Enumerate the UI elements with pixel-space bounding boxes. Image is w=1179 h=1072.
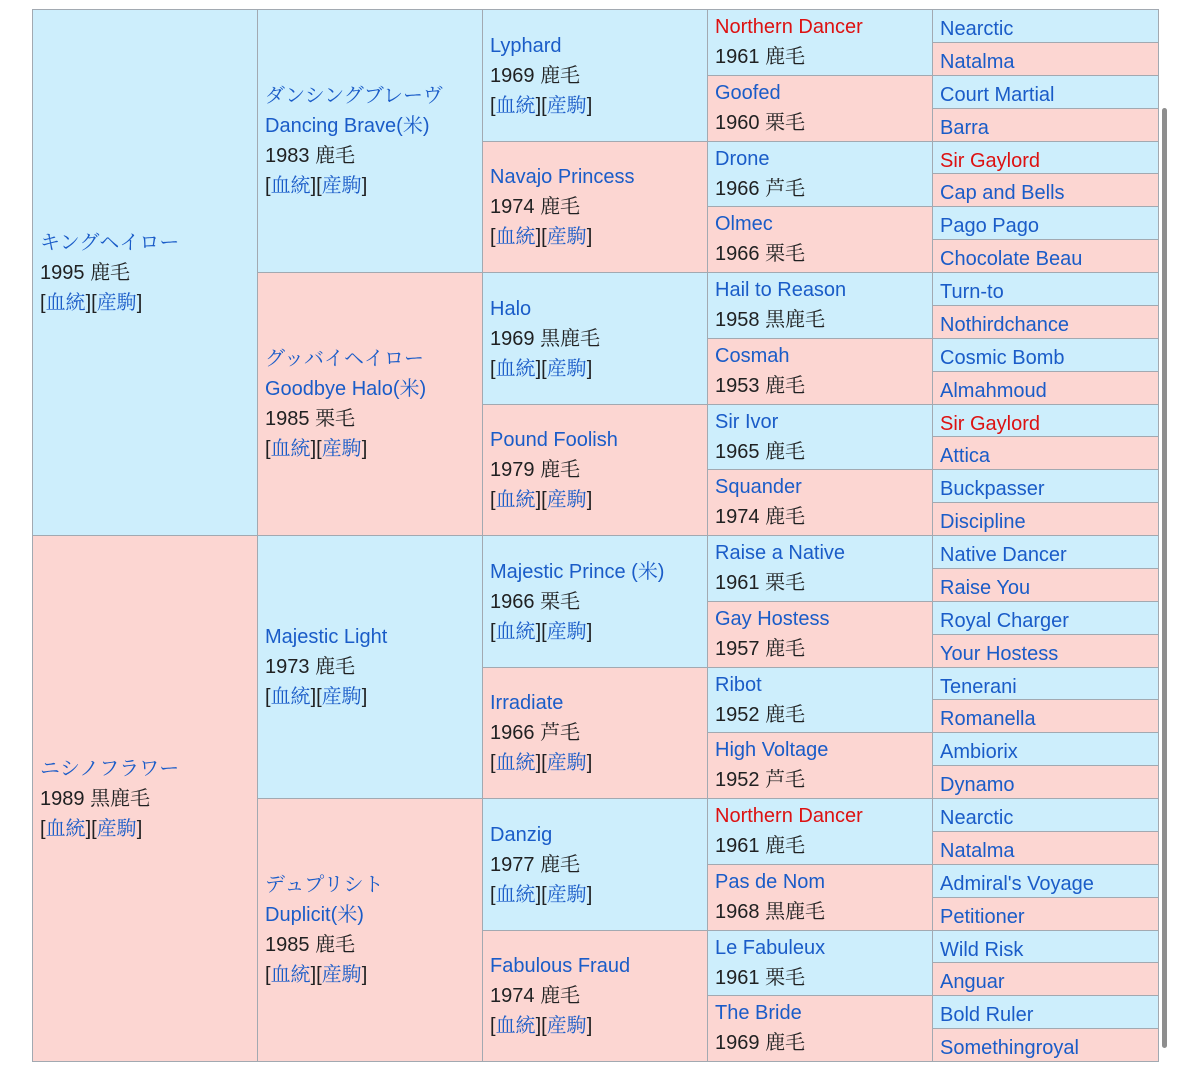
horse-birth-info (715, 42, 925, 72)
dam-cell (932, 897, 1159, 931)
pedigree-link[interactable]: 血統 (270, 438, 311, 460)
horse-name-link[interactable]: Northern Dancer (715, 16, 863, 38)
horse-birth-info (715, 239, 925, 269)
dam-cell (932, 305, 1159, 339)
coat-color: 鹿毛 (540, 985, 581, 1007)
coat-color: 鹿毛 (765, 46, 806, 68)
horse-name-link[interactable]: ニシノフラワー (40, 757, 180, 780)
birth-year: 1966 (490, 590, 535, 613)
pedigree-links: [血統][産駒] (490, 489, 593, 511)
horse-name-link[interactable]: Tenerani (940, 676, 1017, 698)
dam-cell (932, 436, 1159, 470)
dam-cell (707, 206, 933, 273)
birth-year: 1960 (715, 112, 760, 134)
sire-cell (482, 272, 708, 405)
coat-color: 鹿毛 (765, 1032, 806, 1054)
horse-name-link[interactable]: Sir Ivor (715, 411, 779, 433)
sire-cell (32, 9, 258, 536)
dam-cell (707, 601, 933, 668)
pedigree-link[interactable]: 血統 (495, 489, 536, 511)
horse-name-alt-link[interactable]: Goodbye Halo(米) (265, 378, 427, 400)
sire-cell (932, 9, 1159, 43)
horse-birth-info (490, 61, 700, 91)
pedigree-link[interactable]: 血統 (495, 620, 536, 643)
sire-cell (707, 9, 933, 76)
pedigree-link[interactable]: 血統 (495, 94, 536, 117)
progeny-link[interactable]: 産駒 (546, 94, 587, 117)
birth-year: 1953 (715, 375, 760, 397)
birth-year: 1968 (715, 901, 760, 923)
coat-color: 栗毛 (765, 243, 806, 265)
coat-color: 鹿毛 (765, 704, 806, 726)
birth-year: 1985 (265, 934, 310, 956)
horse-name-link[interactable]: Admiral's Voyage (940, 873, 1094, 895)
coat-color: 鹿毛 (540, 196, 581, 218)
dam-cell (707, 995, 933, 1062)
horse-name-link[interactable]: キングヘイロー (40, 231, 180, 254)
horse-birth-info (40, 784, 250, 814)
horse-name-link[interactable]: Sir Gaylord (940, 150, 1041, 172)
dam-cell (932, 568, 1159, 602)
horse-name-link[interactable]: Cosmah (715, 345, 790, 367)
coat-color: 芦毛 (540, 722, 581, 744)
horse-birth-info (265, 404, 475, 434)
horse-name-link[interactable]: Squander (715, 476, 802, 498)
sire-cell (932, 930, 1159, 963)
birth-year: 1974 (715, 506, 760, 528)
horse-name-link[interactable]: Navajo Princess (490, 166, 635, 188)
pedigree-link[interactable]: 血統 (45, 817, 86, 840)
horse-name-link[interactable]: Court Martial (940, 84, 1055, 106)
dam-cell (932, 634, 1159, 668)
birth-year: 1973 (265, 656, 310, 678)
horse-birth-info (715, 371, 925, 401)
coat-color: 鹿毛 (765, 375, 806, 397)
dam-cell (707, 732, 933, 799)
horse-name-link[interactable]: Nothirdchance (940, 314, 1069, 336)
pedigree-links: [血統][産駒] (40, 817, 143, 840)
dam-cell (932, 765, 1159, 799)
birth-year: 1969 (490, 64, 535, 87)
horse-name-link[interactable]: Discipline (940, 511, 1026, 533)
horse-name-link[interactable]: Hail to Reason (715, 279, 847, 301)
horse-name-alt-link[interactable]: Duplicit(米) (265, 904, 364, 926)
sire-cell (257, 9, 483, 273)
horse-name-link[interactable]: ダンシングブレーヴ (265, 85, 443, 107)
progeny-link[interactable]: 産駒 (96, 291, 137, 314)
coat-color: 鹿毛 (315, 145, 356, 167)
horse-name-link[interactable]: デュプリシト (265, 874, 384, 896)
horse-birth-info (715, 437, 925, 467)
progeny-link[interactable]: 産駒 (546, 752, 587, 774)
scrollbar[interactable] (1162, 108, 1167, 1048)
horse-birth-info (265, 930, 475, 960)
sire-cell (932, 404, 1159, 437)
horse-name-link[interactable]: Royal Charger (940, 610, 1069, 632)
birth-year: 1966 (715, 178, 760, 200)
horse-name-link[interactable]: Raise You (940, 577, 1031, 599)
pedigree-links: [血統][産駒] (265, 686, 368, 708)
birth-year: 1966 (490, 722, 535, 744)
horse-birth-info (490, 981, 700, 1011)
pedigree-links: [血統][産駒] (265, 964, 368, 986)
dam-cell (932, 371, 1159, 405)
progeny-link[interactable]: 産駒 (546, 883, 587, 906)
sire-cell (932, 469, 1159, 503)
horse-name-link[interactable]: Attica (940, 445, 991, 467)
dam-cell (707, 864, 933, 931)
pedigree-link[interactable]: 血統 (270, 175, 311, 197)
coat-color: 黒鹿毛 (540, 327, 601, 350)
birth-year: 1977 (490, 853, 535, 876)
birth-year: 1969 (490, 327, 535, 350)
horse-name-link[interactable]: Somethingroyal (940, 1037, 1079, 1059)
sire-cell (932, 732, 1159, 766)
pedigree-links: [血統][産駒] (40, 291, 143, 314)
progeny-link[interactable]: 産駒 (546, 1015, 587, 1037)
pedigree-links: [血統][産駒] (490, 226, 593, 248)
horse-name-link[interactable]: Cosmic Bomb (940, 347, 1065, 369)
coat-color: 栗毛 (315, 408, 356, 430)
pedigree-links: [血統][産駒] (490, 883, 593, 906)
horse-birth-info (715, 831, 925, 861)
dam-cell (257, 272, 483, 536)
dam-cell (932, 42, 1159, 76)
birth-year: 1961 (715, 835, 760, 857)
horse-name-link[interactable]: Majestic Prince (米) (490, 560, 665, 583)
horse-name-link[interactable]: Anguar (940, 971, 1005, 993)
sire-cell (932, 667, 1159, 700)
horse-name-link[interactable]: Northern Dancer (715, 805, 863, 827)
dam-cell (482, 667, 708, 799)
horse-name-link[interactable]: Halo (490, 297, 532, 320)
horse-birth-info (715, 305, 925, 335)
horse-name-link[interactable]: Danzig (490, 823, 553, 846)
horse-name-link[interactable]: Petitioner (940, 906, 1025, 928)
horse-name-link[interactable]: Goofed (715, 82, 781, 104)
sire-cell (932, 601, 1159, 635)
horse-birth-info (715, 174, 925, 204)
sire-cell (932, 272, 1159, 306)
pedigree-link[interactable]: 血統 (495, 883, 536, 906)
sire-cell (482, 535, 708, 668)
coat-color: 鹿毛 (540, 853, 581, 876)
horse-name-link[interactable]: Fabulous Fraud (490, 955, 631, 977)
pedigree-link[interactable]: 血統 (495, 357, 536, 380)
coat-color: 鹿毛 (315, 656, 356, 678)
dam-cell (482, 404, 708, 536)
progeny-link[interactable]: 産駒 (321, 438, 362, 460)
horse-name-link[interactable]: Pas de Nom (715, 871, 826, 893)
horse-birth-info (715, 897, 925, 927)
horse-birth-info (265, 652, 475, 682)
horse-name-link[interactable]: Nearctic (940, 18, 1014, 40)
horse-name-link[interactable]: Pago Pago (940, 215, 1039, 237)
horse-name-link[interactable]: Ambiorix (940, 741, 1018, 763)
horse-birth-info (715, 568, 925, 598)
birth-year: 1952 (715, 769, 760, 791)
birth-year: 1952 (715, 704, 760, 726)
dam-cell (932, 108, 1159, 142)
horse-name-link[interactable]: Natalma (940, 51, 1015, 73)
birth-year: 1983 (265, 145, 310, 167)
coat-color: 栗毛 (765, 967, 806, 989)
birth-year: 1969 (715, 1032, 760, 1054)
coat-color: 鹿毛 (765, 835, 806, 857)
horse-name-link[interactable]: Natalma (940, 840, 1015, 862)
horse-birth-info (490, 850, 700, 880)
birth-year: 1961 (715, 572, 760, 594)
horse-birth-info (715, 765, 925, 795)
horse-name-link[interactable]: Wild Risk (940, 939, 1024, 961)
coat-color: 鹿毛 (765, 638, 806, 660)
horse-name-link[interactable]: High Voltage (715, 739, 829, 761)
horse-name-link[interactable]: Nearctic (940, 807, 1014, 829)
horse-name-link[interactable]: Almahmoud (940, 380, 1047, 402)
birth-year: 1979 (490, 459, 535, 481)
sire-cell (707, 272, 933, 339)
horse-name-link[interactable]: Olmec (715, 213, 773, 235)
pedigree-link[interactable]: 血統 (45, 291, 86, 314)
sire-cell (482, 798, 708, 931)
birth-year: 1957 (715, 638, 760, 660)
pedigree-link[interactable]: 血統 (270, 964, 311, 986)
progeny-link[interactable]: 産駒 (546, 357, 587, 380)
sire-cell (707, 667, 933, 733)
sire-cell (932, 864, 1159, 898)
horse-name-link[interactable]: Native Dancer (940, 544, 1067, 566)
coat-color: 芦毛 (765, 769, 806, 791)
sire-cell (707, 798, 933, 865)
sire-cell (257, 535, 483, 799)
dam-cell (257, 798, 483, 1062)
coat-color: 黒鹿毛 (765, 901, 826, 923)
sire-cell (707, 535, 933, 602)
sire-cell (707, 141, 933, 207)
birth-year: 1965 (715, 441, 760, 463)
horse-birth-info (490, 455, 700, 485)
coat-color: 栗毛 (765, 112, 806, 134)
progeny-link[interactable]: 産駒 (321, 686, 362, 708)
birth-year: 1966 (715, 243, 760, 265)
coat-color: 鹿毛 (765, 506, 806, 528)
pedigree-links: [血統][産駒] (490, 752, 593, 774)
horse-birth-info (715, 108, 925, 138)
horse-name-link[interactable]: Romanella (940, 708, 1036, 730)
coat-color: 鹿毛 (315, 934, 356, 956)
pedigree-table (32, 9, 1158, 1061)
dam-cell (707, 469, 933, 536)
pedigree-links: [血統][産駒] (490, 94, 593, 117)
horse-name-link[interactable]: Majestic Light (265, 626, 388, 648)
coat-color: 鹿毛 (540, 459, 581, 481)
progeny-link[interactable]: 産駒 (321, 175, 362, 197)
sire-cell (932, 75, 1159, 109)
dam-cell (932, 1028, 1159, 1062)
coat-color: 芦毛 (765, 178, 806, 200)
birth-year: 1961 (715, 967, 760, 989)
dam-cell (932, 173, 1159, 207)
horse-name-link[interactable]: The Bride (715, 1002, 802, 1024)
horse-name-link[interactable]: Pound Foolish (490, 429, 618, 451)
horse-name-link[interactable]: Lyphard (490, 34, 562, 57)
pedigree-link[interactable]: 血統 (495, 752, 536, 774)
dam-cell (482, 141, 708, 273)
horse-birth-info (490, 192, 700, 222)
birth-year: 1961 (715, 46, 760, 68)
dam-cell (932, 962, 1159, 996)
coat-color: 鹿毛 (540, 64, 581, 87)
dam-cell (482, 930, 708, 1062)
horse-birth-info (715, 963, 925, 993)
progeny-link[interactable]: 産駒 (321, 964, 362, 986)
horse-name-link[interactable]: Ribot (715, 674, 762, 696)
dam-cell (932, 831, 1159, 865)
horse-name-link[interactable]: Your Hostess (940, 643, 1059, 665)
pedigree-link[interactable]: 血統 (495, 1015, 536, 1037)
dam-cell (932, 699, 1159, 733)
horse-name-link[interactable]: Irradiate (490, 692, 564, 714)
birth-year: 1985 (265, 408, 310, 430)
dam-cell (707, 338, 933, 405)
dam-cell (932, 502, 1159, 536)
horse-birth-info (715, 502, 925, 532)
horse-name-link[interactable]: Sir Gaylord (940, 413, 1041, 435)
sire-cell (482, 9, 708, 142)
pedigree-link[interactable]: 血統 (270, 686, 311, 708)
sire-cell (932, 141, 1159, 174)
horse-name-link[interactable]: Dynamo (940, 774, 1015, 796)
horse-birth-info (490, 718, 700, 748)
horse-name-link[interactable]: Turn-to (940, 281, 1004, 303)
birth-year: 1995 (40, 261, 85, 284)
horse-birth-info (490, 324, 700, 354)
coat-color: 鹿毛 (90, 261, 131, 284)
horse-name-link[interactable]: Gay Hostess (715, 608, 830, 630)
birth-year: 1974 (490, 985, 535, 1007)
horse-birth-info (40, 258, 250, 288)
horse-birth-info (715, 1028, 925, 1058)
sire-cell (707, 930, 933, 996)
pedigree-links: [血統][産駒] (265, 175, 368, 197)
dam-cell (707, 75, 933, 142)
dam-cell (32, 535, 258, 1062)
coat-color: 鹿毛 (765, 441, 806, 463)
horse-name-link[interactable]: Le Fabuleux (715, 937, 826, 959)
coat-color: 黒鹿毛 (765, 309, 826, 331)
horse-name-alt-link[interactable]: Dancing Brave(米) (265, 115, 430, 137)
sire-cell (932, 798, 1159, 832)
progeny-link[interactable]: 産駒 (546, 489, 587, 511)
sire-cell (932, 535, 1159, 569)
horse-birth-info (715, 634, 925, 664)
horse-name-link[interactable]: Barra (940, 117, 989, 139)
horse-name-link[interactable]: Buckpasser (940, 478, 1045, 500)
sire-cell (932, 995, 1159, 1029)
horse-name-link[interactable]: Bold Ruler (940, 1004, 1034, 1026)
birth-year: 1958 (715, 309, 760, 331)
pedigree-links: [血統][産駒] (490, 357, 593, 380)
horse-name-link[interactable]: グッバイヘイロー (265, 348, 424, 370)
horse-birth-info (490, 587, 700, 617)
sire-cell (707, 404, 933, 470)
pedigree-link[interactable]: 血統 (495, 226, 536, 248)
pedigree-links: [血統][産駒] (490, 1015, 593, 1037)
horse-name-link[interactable]: Drone (715, 148, 770, 170)
pedigree-links: [血統][産駒] (265, 438, 368, 460)
birth-year: 1989 (40, 787, 85, 810)
dam-cell (932, 239, 1159, 273)
horse-birth-info (265, 141, 475, 171)
sire-cell (932, 338, 1159, 372)
progeny-link[interactable]: 産駒 (546, 226, 587, 248)
coat-color: 栗毛 (765, 572, 806, 594)
birth-year: 1974 (490, 196, 535, 218)
pedigree-links: [血統][産駒] (490, 620, 593, 643)
horse-birth-info (715, 700, 925, 730)
horse-name-link[interactable]: Chocolate Beau (940, 248, 1083, 270)
sire-cell (932, 206, 1159, 240)
progeny-link[interactable]: 産駒 (96, 817, 137, 840)
progeny-link[interactable]: 産駒 (546, 620, 587, 643)
coat-color: 栗毛 (540, 590, 581, 613)
coat-color: 黒鹿毛 (90, 787, 151, 810)
horse-name-link[interactable]: Raise a Native (715, 542, 846, 564)
horse-name-link[interactable]: Cap and Bells (940, 182, 1065, 204)
